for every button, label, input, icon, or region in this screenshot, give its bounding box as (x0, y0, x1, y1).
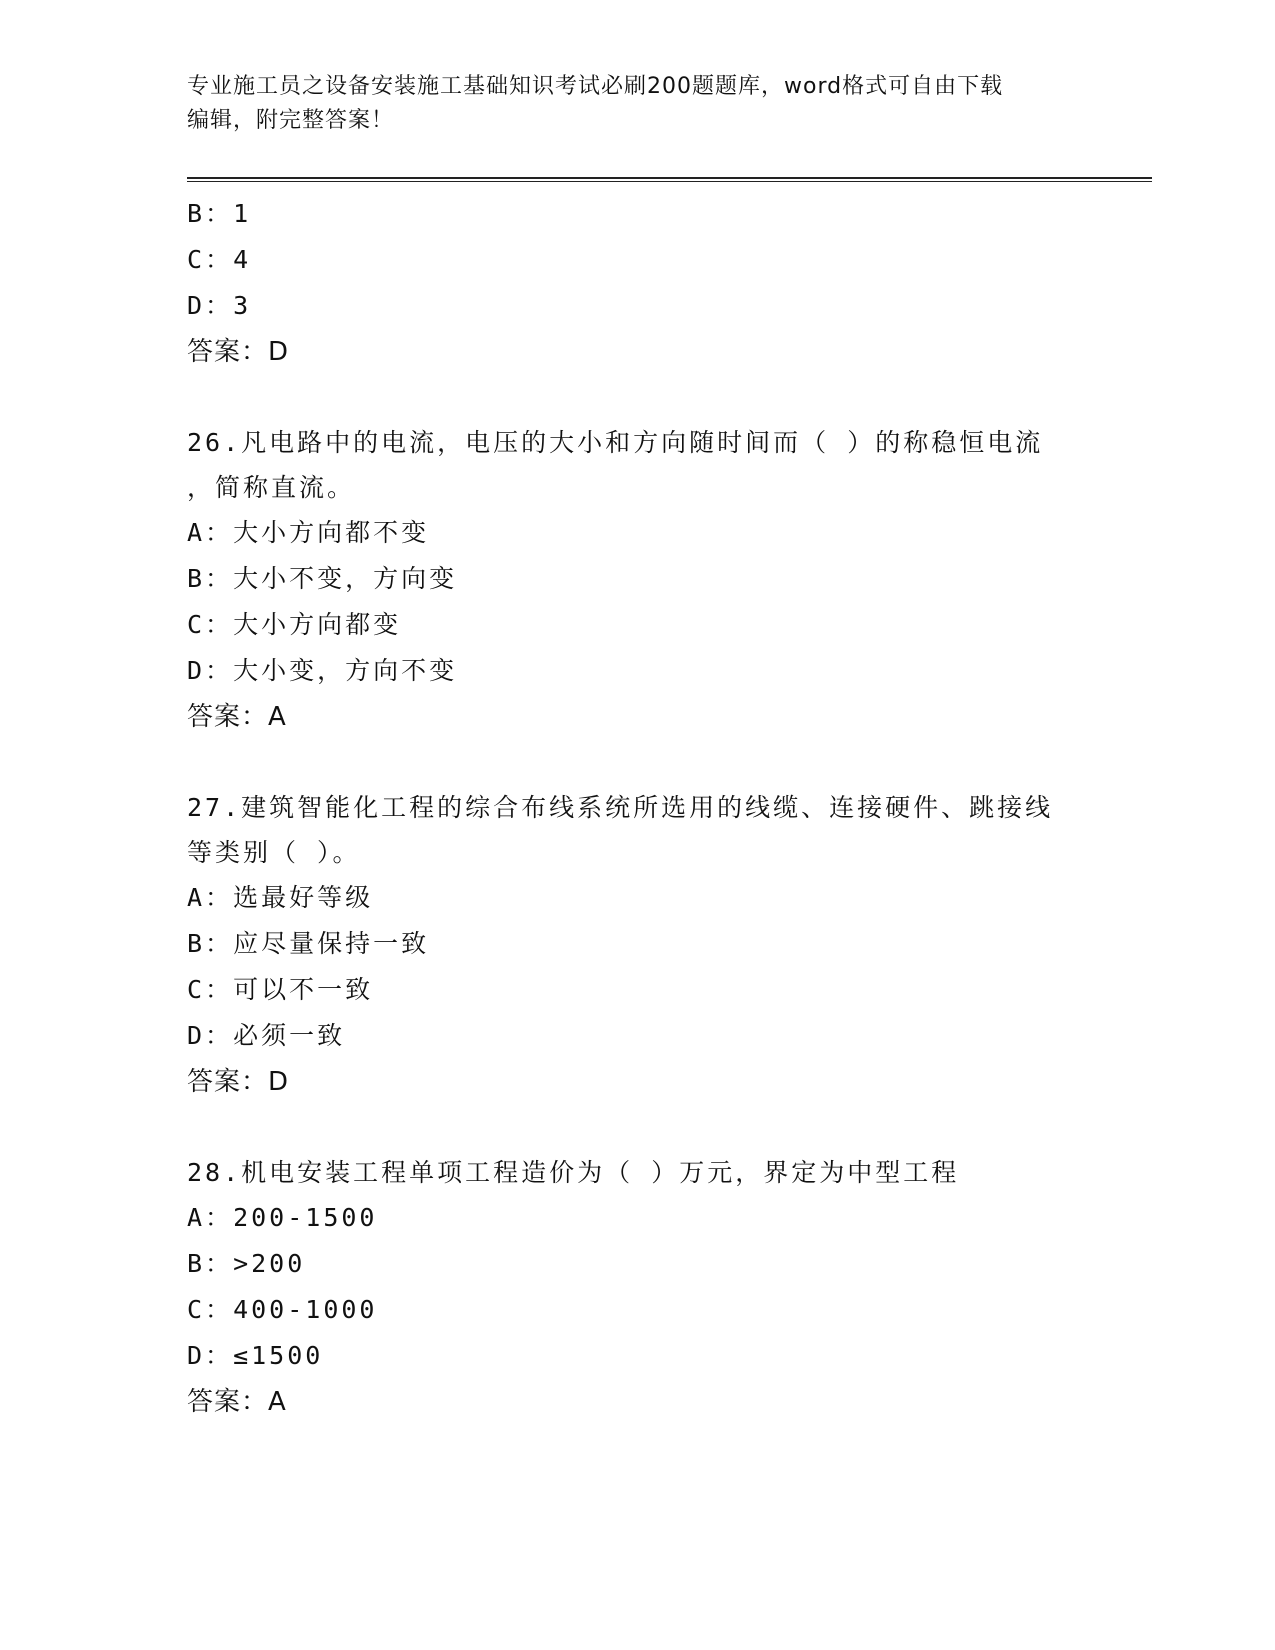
question-stem (187, 1150, 1067, 1195)
header-divider (187, 177, 1152, 182)
answer: 答案：A (187, 1387, 287, 1417)
question-stem-line-1: 28.机电安装工程单项工程造价为（ ）万元，界定为中型工程 (187, 1158, 960, 1187)
answer: 答案：D (187, 337, 290, 367)
option-d: D：必须一致 (187, 1021, 346, 1050)
question-28 (187, 1150, 1087, 1425)
option-a: A：选最好等级 (187, 883, 374, 912)
question-stem (187, 785, 1067, 875)
option-b: B：应尽量保持一致 (187, 929, 430, 958)
question-26 (187, 420, 1087, 740)
option-c: C：400-1000 (187, 1295, 378, 1324)
option-d: D：3 (187, 291, 252, 320)
header-title-line-2: 编辑，附完整答案！ (187, 108, 395, 133)
option-c: C：4 (187, 245, 252, 274)
option-b: B：大小不变，方向变 (187, 564, 458, 593)
option-c: C：可以不一致 (187, 975, 374, 1004)
question-stem-line-1: 26.凡电路中的电流，电压的大小和方向随时间而（ ）的称稳恒电流 (187, 428, 1044, 457)
header-title-line-1: 专业施工员之设备安装施工基础知识考试必刷200题题库，word格式可自由下载 (187, 74, 1004, 99)
question-25-continued (187, 191, 1087, 375)
option-c: C：大小方向都变 (187, 610, 402, 639)
option-a: A：200-1500 (187, 1203, 378, 1232)
question-27 (187, 785, 1087, 1105)
option-a: A：大小方向都不变 (187, 518, 430, 547)
question-stem-line-2: 等类别（ ）。 (187, 838, 361, 867)
document-body (187, 191, 1087, 1470)
option-d: D：≤1500 (187, 1341, 324, 1370)
answer: 答案：A (187, 702, 287, 732)
page-header (187, 70, 1087, 138)
option-b: B：1 (187, 199, 252, 228)
question-stem-line-2: ，简称直流。 (187, 473, 356, 502)
option-d: D：大小变，方向不变 (187, 656, 458, 685)
option-b: B：>200 (187, 1249, 306, 1278)
question-stem-line-1: 27.建筑智能化工程的综合布线系统所选用的线缆、连接硬件、跳接线 (187, 793, 1054, 822)
answer: 答案：D (187, 1067, 290, 1097)
question-stem (187, 420, 1067, 510)
